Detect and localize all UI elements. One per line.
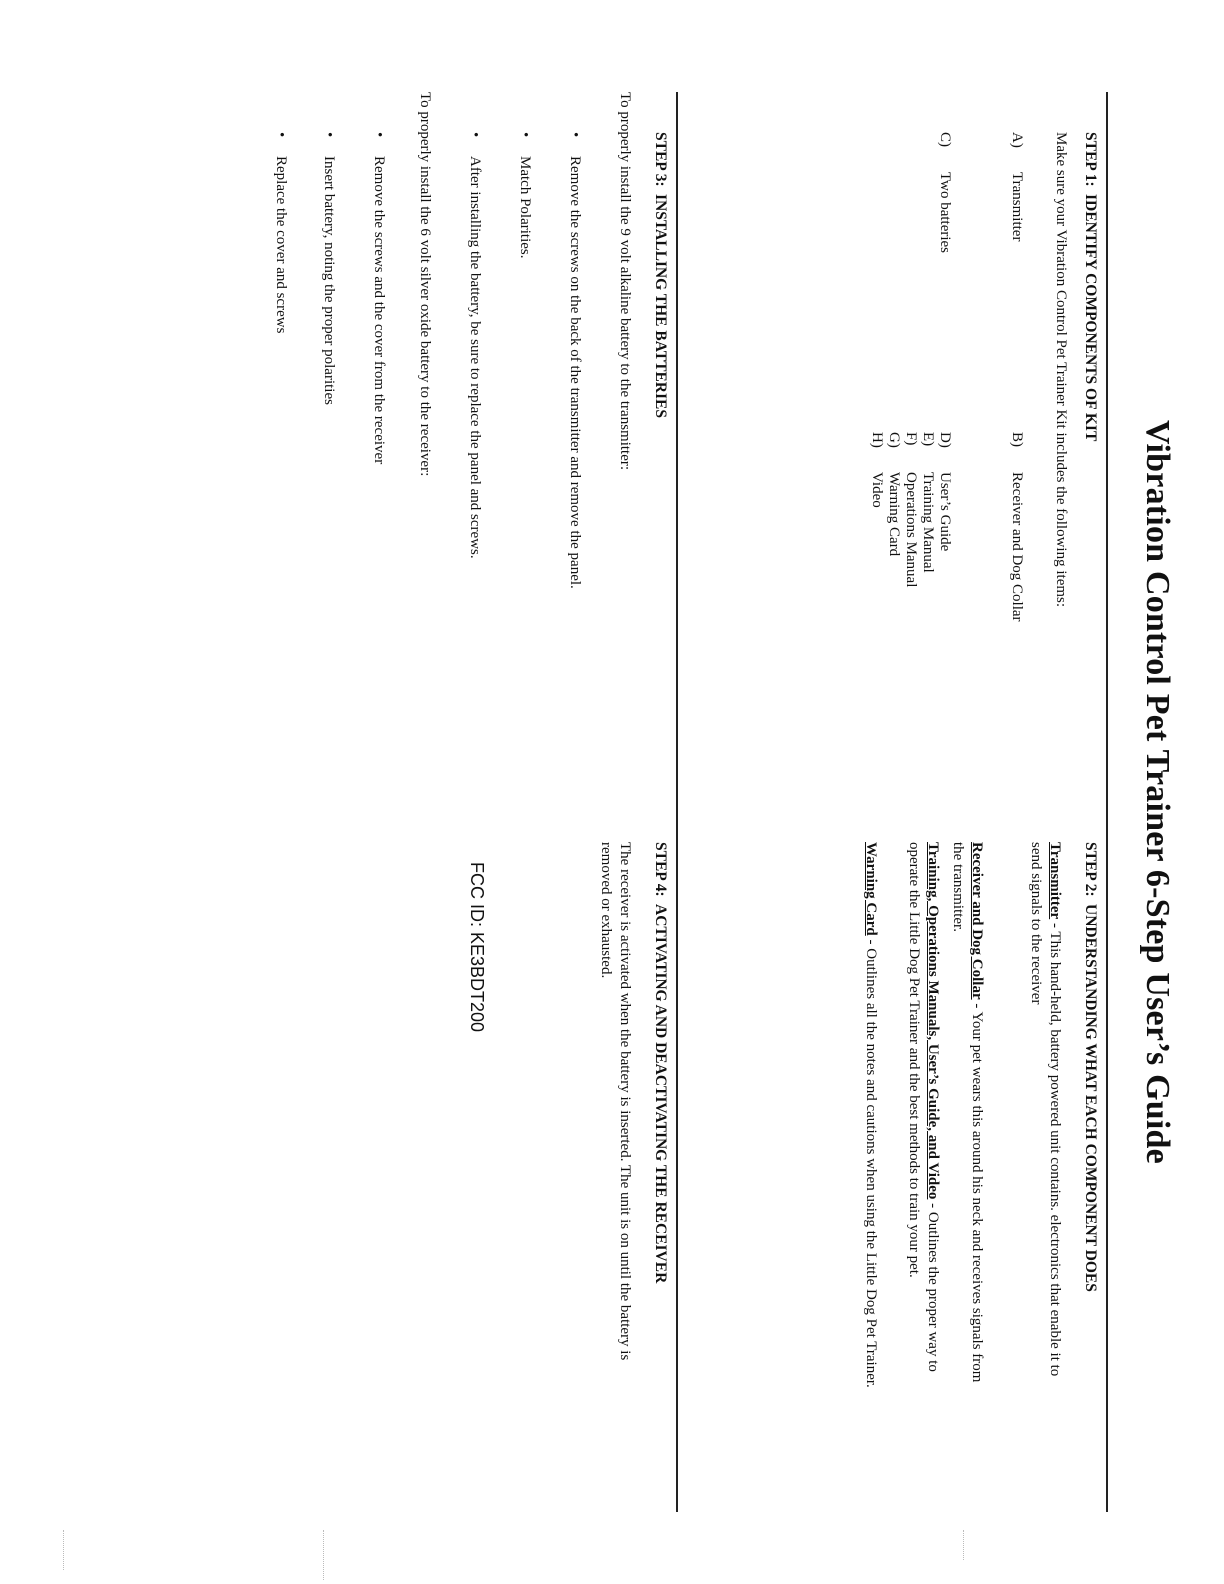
bullet-text: Replace the cover and screws <box>273 156 289 334</box>
kit-item-letter: E) <box>920 432 936 447</box>
definition-text: - Your pet wears this around his neck and receives signals from the transmitter. <box>950 842 985 1383</box>
scan-artifact <box>63 1530 64 1570</box>
step4-text: The receiver is activated when the battery is inserted. The unit is on until the battery is removed or exhausted. <box>598 842 633 1361</box>
kit-item-letter: H) <box>869 432 885 448</box>
definition-receiver <box>949 842 987 1402</box>
bullet-dot: • <box>273 132 289 138</box>
step3-intro-transmitter: To properly install the 9 volt alkaline battery to the transmitter: <box>617 92 633 471</box>
kit-item-label: User’s Guide <box>937 472 953 552</box>
definition-term: Receiver and Dog Collar <box>969 842 985 1000</box>
kit-item-letter: C) <box>937 132 953 147</box>
kit-item-e <box>918 432 937 573</box>
kit-item-h <box>867 432 886 508</box>
bullet-text: Remove the screws and the cover from the receiver <box>371 156 387 465</box>
definition-text: - Outlines the proper way to operate the Little Dog Pet Trainer and the best methods to train your pet. <box>906 842 941 1372</box>
kit-item-label: Transmitter <box>1009 172 1025 242</box>
bullet-dot: • <box>371 132 387 138</box>
step1-title: IDENTIFY COMPONENTS OF KIT <box>1082 194 1099 442</box>
definition-term: Transmitter <box>1047 842 1063 920</box>
step3-bullet-5 <box>319 132 338 405</box>
definition-text: - This hand-held, battery powered unit contains. electronics that enable it to send signals to the receiver <box>1028 842 1063 1377</box>
definition-transmitter <box>1027 842 1065 1402</box>
step2-number: STEP 2: <box>1082 842 1099 897</box>
step2-heading <box>1081 842 1100 1292</box>
kit-item-letter: G) <box>886 432 902 448</box>
step3-bullet-2 <box>515 132 534 258</box>
step4-title: ACTIVATING AND DEACTIVATING THE RECEIVER <box>652 904 669 1284</box>
kit-item-letter: B) <box>1009 432 1025 447</box>
step4-number: STEP 4: <box>652 842 669 897</box>
step3-number: STEP 3: <box>652 132 669 187</box>
kit-item-b <box>1007 432 1026 622</box>
kit-item-label: Two batteries <box>937 172 953 254</box>
bullet-dot: • <box>567 132 583 138</box>
step4-heading <box>651 842 670 1283</box>
step1-intro: Make sure your Vibration Control Pet Trainer Kit includes the following items: <box>1053 132 1069 608</box>
fcc-id: FCC ID: KE3BDT200 <box>467 862 487 1033</box>
bullet-dot: • <box>321 132 337 138</box>
top-divider <box>1106 92 1108 1512</box>
kit-item-label: Operations Manual <box>903 472 919 588</box>
bullet-text: After installing the battery, be sure to replace the panel and screws. <box>467 156 483 559</box>
bullet-dot: • <box>517 132 533 138</box>
bullet-text: Remove the screws on the back of the transmitter and remove the panel. <box>567 156 583 589</box>
kit-item-f <box>901 432 920 587</box>
kit-item-a <box>1007 132 1026 241</box>
kit-item-label: Warning Card <box>886 472 902 557</box>
definition-manuals <box>905 842 943 1402</box>
step2-title: UNDERSTANDING WHAT EACH COMPONENT DOES <box>1082 904 1099 1292</box>
scan-artifact <box>963 1530 964 1560</box>
kit-item-letter: D) <box>937 432 953 448</box>
step1-number: STEP 1: <box>1082 132 1099 187</box>
kit-item-c <box>935 132 954 253</box>
definition-term: Training, Operations Manuals, User’s Guide, and Video <box>925 842 941 1200</box>
step3-title: INSTALLING THE BATTERIES <box>652 194 669 418</box>
step3-heading <box>651 132 670 418</box>
scan-artifact <box>323 1530 324 1580</box>
bullet-text: Match Polarities. <box>517 156 533 259</box>
kit-item-label: Receiver and Dog Collar <box>1009 472 1025 622</box>
kit-item-label: Training Manual <box>920 472 936 573</box>
bullet-dot: • <box>467 132 483 138</box>
step3-intro-receiver: To properly install the 6 volt silver oxide battery to the receiver: <box>417 92 433 477</box>
kit-item-letter: A) <box>1009 132 1025 148</box>
kit-item-d <box>935 432 954 551</box>
kit-item-g <box>884 432 903 556</box>
step1-heading <box>1081 132 1100 441</box>
kit-item-label: Video <box>869 472 885 508</box>
definition-term: Warning Card <box>863 842 879 936</box>
page-title: Vibration Control Pet Trainer 6-Step User’s Guide <box>1139 420 1176 1164</box>
definition-text: - Outlines all the notes and cautions when using the Little Dog Pet Trainer. <box>863 935 879 1388</box>
step3-bullet-1 <box>565 132 584 589</box>
middle-divider <box>676 92 678 1512</box>
step3-bullet-3 <box>465 132 484 559</box>
kit-item-letter: F) <box>903 432 919 446</box>
step3-bullet-4 <box>369 132 388 464</box>
definition-warning-card <box>861 842 880 1402</box>
step3-bullet-6 <box>271 132 290 333</box>
bullet-text: Insert battery, noting the proper polarities <box>321 156 337 405</box>
